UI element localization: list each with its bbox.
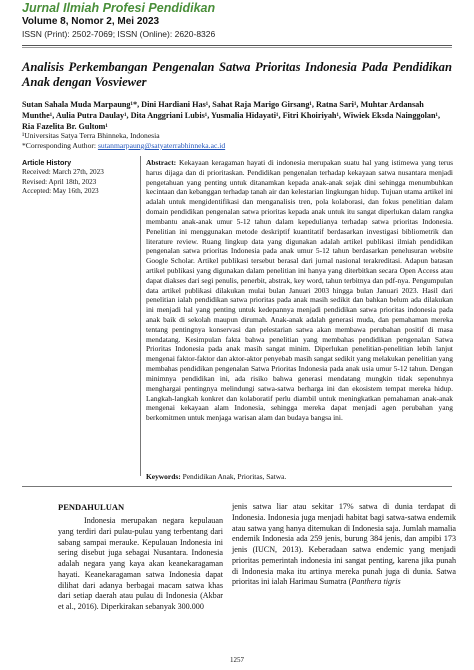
keywords-text: Pendidikan Anak, Prioritas, Satwa. [182,472,287,481]
author-list: Sutan Sahala Muda Marpaung¹*, Dini Hardiani Has¹, Sahat Raja Marigo Girsang¹, Ratna Sari¹, Muhtar Ardansah Munthe¹, Aulia Putra Daulay¹, Dita Anggriani Lubis¹, Yusmalia Hidayati¹, Fitri Khoiriyah¹, Wiwiek Eksda Nainggolan¹, Ria Fazelita Br. Gultom¹ [22,100,441,132]
intro-column-right [232,502,456,588]
page-number: 1257 [230,656,244,664]
species-name: Panthera tigris [351,577,401,587]
journal-volume: Volume 8, Nomor 2, Mei 2023 [22,16,160,27]
intro-column-left [58,516,223,613]
header-divider [22,45,452,46]
article-history [22,158,140,197]
intro-paragraph: Indonesia merupakan negara kepulauan yang terdiri dari pulau-pulau yang terbentang dari sabang sampai merauke. Kepulauan Indonesia ini sering disebut juga sebagai Nusantara. Indonesia adalah negara yang kaya akan keanekaragaman hayati. Keanekaragaman satwa Indonesia dapat dilihat dari adanya berbagai macam satwa khas dari setiap daerah atau pulau di Indonesia (Akbar et al., 2016). Diperkirakan sebanyak 300.000 [58,516,223,611]
keywords [146,472,453,482]
article-title: Analisis Perkembangan Pengenalan Satwa Prioritas Indonesia Pada Pendidikan Anak dengan Vosviewer [22,60,452,89]
section-heading-introduction: PENDAHULUAN [58,502,125,512]
abstract-divider [140,156,141,476]
history-accepted: Accepted: May 16th, 2023 [22,187,99,196]
history-heading: Article History [22,158,72,167]
keywords-label: Keywords: [146,472,181,481]
intro-paragraph-continued: jenis satwa liar atau sekitar 17% satwa di dunia terdapat di Indonesia. Indonesia juga menjadi habitat bagi satwa-satwa endemik atau satwa yang hanya ditemukan di Indonesia saja. Jumlah mamalia endemik Indonesia ada 259 jenis, burung 384 jenis, dan ampibi 173 jenis (IUCN, 2013). Keberadaan satwa endemic yang menjadi prioritas pemerintah indonesia ini sangat penting, karena jika punah di Indonesia maka itu artinya mereka punah juga di dunia. Satwa prioritas ini ialah Harimau Sumatra ( [232,502,456,587]
abstract-bottom-divider [22,486,452,487]
header-divider-secondary [22,47,452,48]
abstract-text: Kekayaan keragaman hayati di indonesia merupakan suatu hal yang istimewa yang terus harus dijaga dan di prioritaskan. Pendidikan pengenalan terhadap kekayaan satwa nusantara menjadi pengetahuan yang penting untuk ditanamkan kepada anak-anak sejak dini sehingga menumbuhkan kecintaan dan kebanggan terhadap tanah air dan kelestarian lingkungan hidup. Tujuan utama artikel ini adalah untuk mengidentifikasi dan menganalisis tren, pola kolaborasi, dan fokus penelitian dalam domain pendidikan pengenalan satwa prioritas kepada anak untuk itu sangat diperlukan dalam rangka membantu anak-anak umur 5-12 tahun dalam kepedulianya terhadap satwa prioritas Indonesia. Penelitian ini menggunakan metode deskriptif kuantitatif berdasarkan investigasi bibliometrik dan literature review. Ruang lingkup data yang digunakan adalah artikel publikasi ilmiah pendidikan pengenalan satwa prioritas Indonesia pada anak umur 5-12 tahun berdasarkan penelusuran website Google Scholar. Artikel publikasi tersebut berasal dari jurnal nasional terakreditasi. Adapun batasan artikel publikasi yang digunakan dalam penelitian ini hanya yang diterbitkan secara Open Access atau dapat diakses dari segi penulis, penerbit, abstrak, key word, tahun terbitnya dan pdf-nya. Pengumpulan data artikel publikasi dilakukan mulai bulan Januari 2003 hingga bulan Januari 2023. Hasil dari penelitian ialah pendidikan satwa prioritas pada anak masih sedikit dan bahkan belum ada dilakukan ini menjadi hal yang penting untuk kedepannya menjadi pendidikan satwa prioritas indonesia pada anak baik di sekolah maupun dirumah. Anak-anak adalah generasi muda, dan pemahaman mereka tentang pentingnya konservasi dan pelestarian satwa akan membawa perubahan positif di masa mendatang. Kesimpulan fakta bahwa penelitian yang membahas pendidikan pengenalan Satwa Prioritas Indonesia pada anak masih sangat minim. Diperlukan penelitian-penelitian lebih lanjut mengenai faktor-faktor dan aktor-aktor penyebab masih sangat sedikit yang melakukan penelitian yang membahas pendidikan pengenalan Satwa Prioritas Indonesia pada anak usia umur 5-12 tahun. Dengan minimnya pendidikan ini, ada risiko bahwa generasi mendatang mungkin tidak sepenuhnya menghargai pentingnya melindungi satwa-satwa berharga ini dan ekosistem tempat mereka hidup. Langkah-langkah konkret dan kolaboratif perlu diambil untuk meningkatkan pemahaman anak-anak mengenai kekayaan alam Indonesia, sehingga mereka dapat menjadi agen perubahan yang berkomitmen untuk menjaga warisan alam dan budaya bangsa ini. [146,158,454,423]
history-revised: Revised: April 18th, 2023 [22,177,97,186]
journal-title: Jurnal Ilmiah Profesi Pendidikan [22,1,216,15]
affiliation: ¹Universitas Satya Terra Bhinneka, Indonesia [22,131,160,140]
abstract-label: Abstract: [146,158,177,167]
journal-issn: ISSN (Print): 2502-7069; ISSN (Online): 2620-8326 [22,29,216,39]
corresponding-label: *Corresponding Author: [22,141,98,150]
history-received: Received: March 27th, 2023 [22,167,104,176]
abstract [146,158,453,423]
corresponding-author [22,141,225,151]
corresponding-email-link[interactable]: sutanmarpaung@satyaterrabhinneka.ac.id [97,141,226,150]
